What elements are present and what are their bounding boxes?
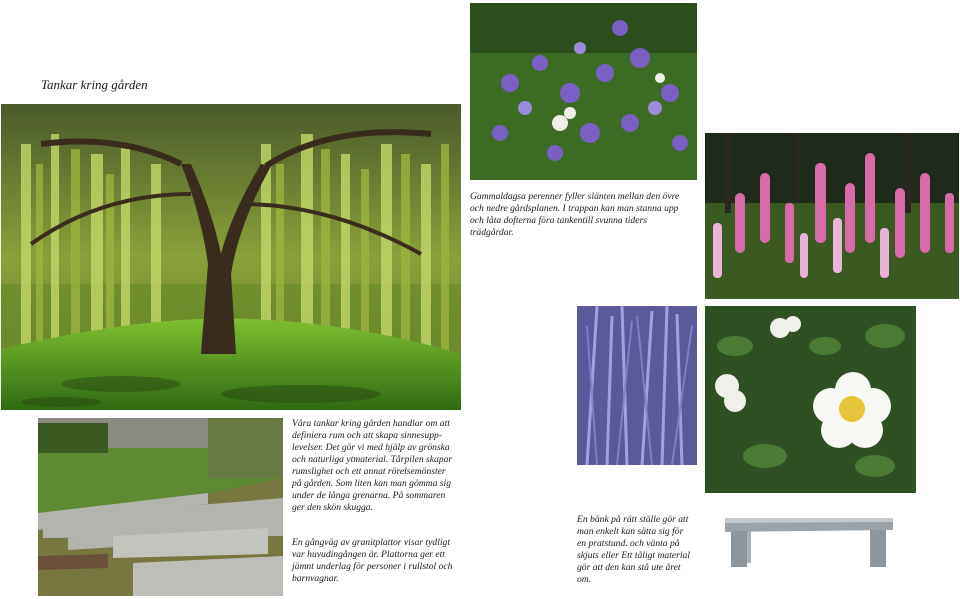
page-title: Tankar kring gården <box>41 77 148 92</box>
rose-photo <box>705 306 916 493</box>
perennials-caption: Gammaldagsa perenner fyller slänten mellan den övre och nedre gårdsplanen. I trappan kan man stanna upp och låta dofterna föra tankentill svunna tiders trädgårdar. <box>470 191 680 238</box>
columbine-photo <box>470 3 697 180</box>
path-caption: En gångväg av granitplattor visar tydligt var huvudingången är. Plattorna ger ett jämnt underlag för personer i rullstol och barnvagnar. <box>292 537 453 584</box>
concrete-bench-photo <box>725 518 893 568</box>
bench-caption: En bänk på rätt ställe gör att man enkelt kan sätta sig för en pratstund. och vänta på skjuts eller Ett tåligt material gör att den kan stå ute året om. <box>577 514 690 585</box>
granite-path-photo <box>38 418 283 596</box>
weeping-willow-photo <box>1 104 461 410</box>
willow-caption: Våra tankar kring gården handlar om att definiera rum och att skapa sinnesupp- levelser. Det gör vi med hjälp av grönska och naturliga ytmaterial. Tårpilen skapar rumslighet och ett annat rörelsemönster på gården. Som liten kan man gömma sig under de långa grenarna. På sommaren ger den skön skugga. <box>292 418 453 513</box>
foxglove-photo <box>705 133 959 299</box>
lavender-photo <box>577 306 697 465</box>
